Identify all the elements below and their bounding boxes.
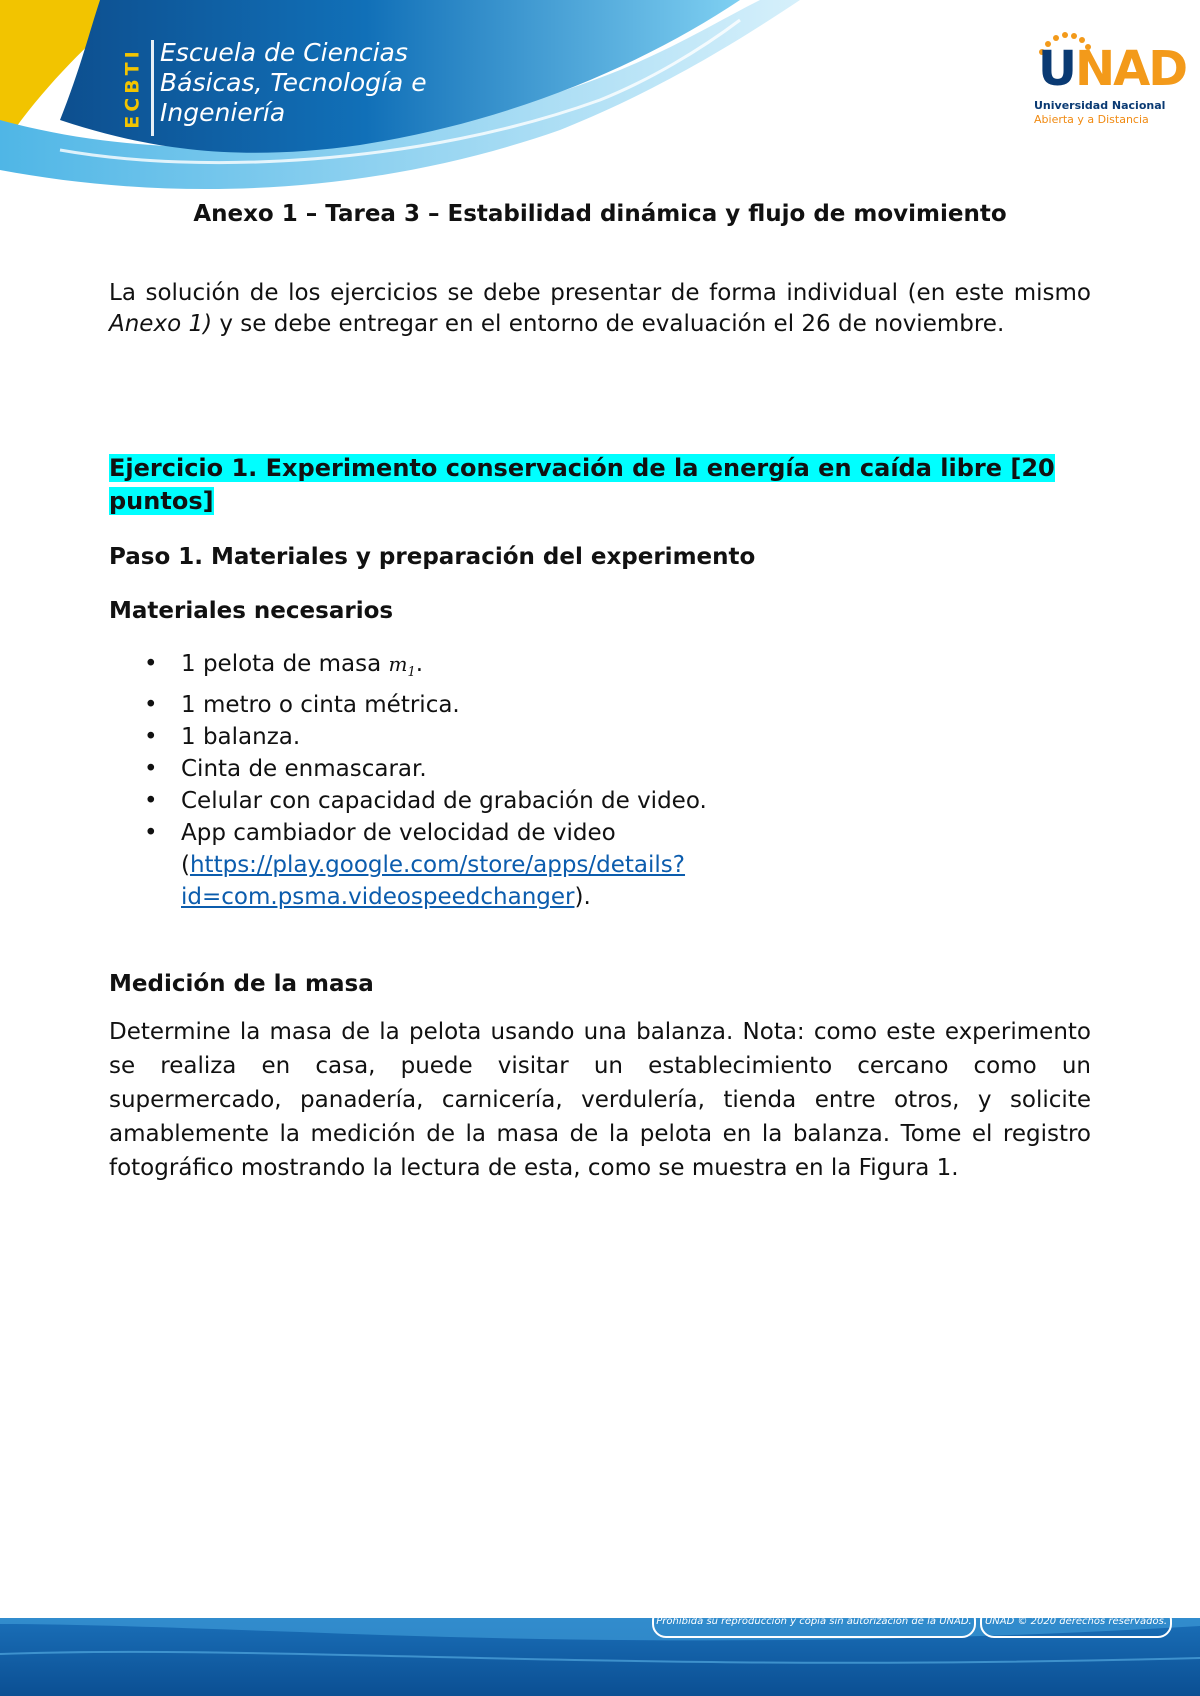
paren-open: ( xyxy=(181,852,190,878)
unad-logo xyxy=(1034,30,1187,130)
mass-variable xyxy=(388,652,416,680)
intro-italic: Anexo 1) xyxy=(109,311,213,337)
list-item-text: 1 pelota de masa xyxy=(181,651,389,677)
intro-text: La solución de los ejercicios se debe presentar de forma individual (en este mismo xyxy=(109,280,1091,306)
list-item xyxy=(109,817,1091,913)
intro-paragraph xyxy=(109,278,1091,340)
school-name-line: Básicas, Tecnología e xyxy=(160,68,427,97)
logo-wordmark: UNAD xyxy=(1038,41,1187,97)
list-item: • 1 metro o cinta métrica. xyxy=(109,689,1091,721)
list-item: • Celular con capacidad de grabación de video. xyxy=(109,785,1091,817)
footer-rights-notice: UNAD © 2020 derechos reservados. xyxy=(980,1606,1172,1638)
logo-line-2: Abierta y a Distancia xyxy=(1034,113,1149,126)
school-acronym: ECBTI xyxy=(122,47,144,129)
list-item-text: App cambiador de velocidad de video xyxy=(181,820,616,846)
variable-symbol: m xyxy=(388,652,408,676)
mass-heading: Medición de la masa xyxy=(109,971,374,997)
exercise-heading-text: Ejercicio 1. Experimento conservación de la energía en caída libre [20 puntos] xyxy=(109,454,1055,515)
list-item: • Cinta de enmascarar. xyxy=(109,753,1091,785)
variable-subscript: 1 xyxy=(407,665,416,680)
mass-paragraph: Determine la masa de la pelota usando una balanza. Nota: como este experimento se realiza en casa, puede visitar un establecimiento cercano como un supermercado, panadería, carnicería, verdulería, tienda entre otros, y solicite amablemente la medición de la masa de la pelota en la balanza. Tome el registro fotográfico mostrando la lectura de esta, como se muestra en la Figura 1. xyxy=(109,1019,1091,1181)
header-banner xyxy=(0,0,1200,200)
document-title: Anexo 1 – Tarea 3 – Estabilidad dinámica y flujo de movimiento xyxy=(193,201,1007,227)
materials-heading: Materiales necesarios xyxy=(109,598,394,624)
list-item xyxy=(109,648,1091,689)
app-link-line: https://play.google.com/store/apps/details? xyxy=(189,852,686,878)
list-item-text: . xyxy=(415,651,424,677)
logo-line-1: Universidad Nacional xyxy=(1034,99,1166,112)
school-name xyxy=(160,38,427,128)
materials-list xyxy=(109,648,1091,913)
step-heading: Paso 1. Materiales y preparación del experimento xyxy=(109,544,756,570)
school-name-line: Ingeniería xyxy=(160,98,286,127)
list-item: • 1 balanza. xyxy=(109,721,1091,753)
school-name-line: Escuela de Ciencias xyxy=(160,38,408,67)
intro-text: y se debe entregar en el entorno de evaluación el 26 de noviembre. xyxy=(212,311,1005,337)
app-link[interactable] xyxy=(181,852,685,910)
footer-copyright-notice: Prohibida su reproducción y copia sin autorización de la UNAD. xyxy=(652,1606,976,1638)
app-link-line: id=com.psma.videospeedchanger xyxy=(181,884,575,910)
paren-close: ). xyxy=(574,884,591,910)
exercise-heading xyxy=(109,452,1091,518)
